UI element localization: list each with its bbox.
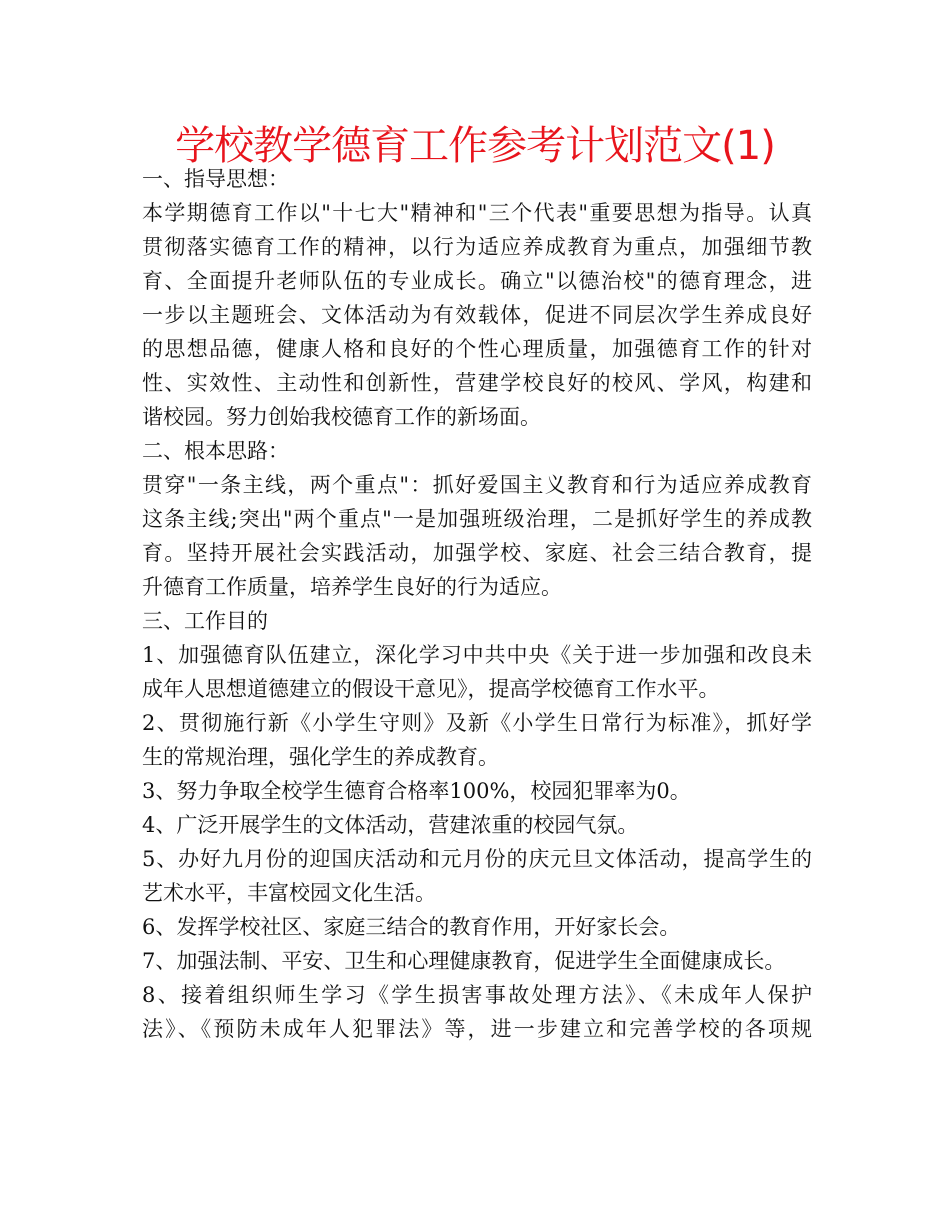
text-line: 2、贯彻施行新《小学生守则》及新《小学生日常行为标准》，抓好学 bbox=[142, 711, 812, 735]
text-line: 4、广泛开展学生的文体活动，营建浓重的校园气氛。 bbox=[142, 813, 639, 837]
text-line: 生的常规治理，强化学生的养成教育。 bbox=[142, 745, 499, 769]
text-line: 这条主线;突出"两个重点"一是加强班级治理，二是抓好学生的养成教 bbox=[142, 507, 812, 531]
text-line: 三、工作目的 bbox=[142, 609, 268, 633]
text-line: 一、指导思想： bbox=[142, 167, 289, 191]
text-line: 的思想品德，健康人格和良好的个性心理质量，加强德育工作的针对 bbox=[142, 337, 812, 361]
text-line: 贯彻落实德育工作的精神，以行为适应养成教育为重点，加强细节教 bbox=[142, 235, 812, 259]
text-line: 育、全面提升老师队伍的专业成长。确立"以德治校"的德育理念，进 bbox=[142, 269, 812, 293]
text-line: 一步以主题班会、文体活动为有效载体，促进不同层次学生养成良好 bbox=[142, 303, 812, 327]
text-line: 7、加强法制、平安、卫生和心理健康教育，促进学生全面健康成长。 bbox=[142, 949, 786, 973]
text-line: 艺术水平，丰富校园文化生活。 bbox=[142, 881, 436, 905]
text-line: 升德育工作质量，培养学生良好的行为适应。 bbox=[142, 575, 562, 599]
document-title: 学校教学德育工作参考计划范文(1) bbox=[175, 123, 775, 169]
text-line: 性、实效性、主动性和创新性，营建学校良好的校风、学风，构建和 bbox=[142, 371, 812, 395]
text-line: 二、根本思路： bbox=[142, 439, 289, 463]
document-body bbox=[142, 162, 812, 1046]
text-line: 5、办好九月份的迎国庆活动和元月份的庆元旦文体活动，提高学生的 bbox=[142, 847, 812, 871]
text-line: 6、发挥学校社区、家庭三结合的教育作用，开好家长会。 bbox=[142, 915, 681, 939]
text-line: 贯穿"一条主线，两个重点"：抓好爱国主义教育和行为适应养成教育 bbox=[142, 473, 812, 497]
text-line: 3、努力争取全校学生德育合格率100%，校园犯罪率为0。 bbox=[142, 779, 691, 803]
text-line: 法》、《预防未成年人犯罪法》等，进一步建立和完善学校的各项规 bbox=[142, 1017, 812, 1041]
text-line: 8、接着组织师生学习《学生损害事故处理方法》、《未成年人保护 bbox=[142, 983, 812, 1007]
text-line: 谐校园。努力创始我校德育工作的新场面。 bbox=[142, 405, 541, 429]
text-line: 成年人思想道德建立的假设干意见》，提高学校德育工作水平。 bbox=[142, 677, 720, 701]
text-line: 育。坚持开展社会实践活动，加强学校、家庭、社会三结合教育，提 bbox=[142, 541, 812, 565]
text-line: 本学期德育工作以"十七大"精神和"三个代表"重要思想为指导。认真 bbox=[142, 201, 812, 225]
text-line: 1、加强德育队伍建立，深化学习中共中央《关于进一步加强和改良未 bbox=[142, 643, 812, 667]
